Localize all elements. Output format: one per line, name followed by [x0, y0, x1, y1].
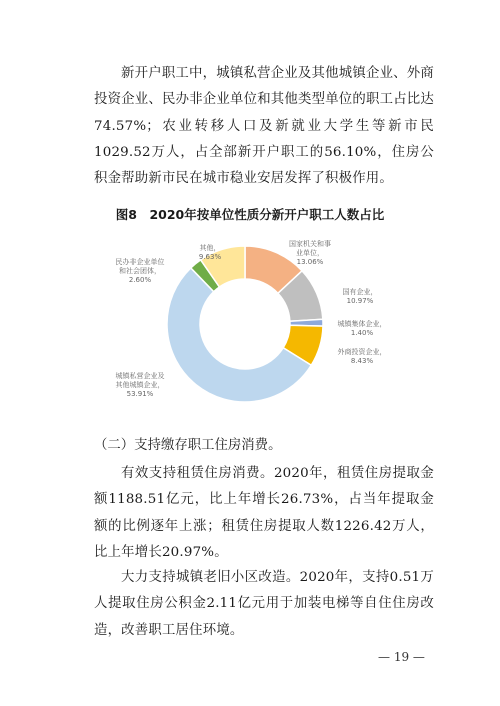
paragraph-new-accounts: 新开户职工中，城镇私营企业及其他城镇企业、外商投资企业、民办非企业单位和其他类型单位的职工占比达74.57%；农业转移人口及新就业大学生等新市民1029.52万人，占全部新开户职工的56.10%，住房公积金帮助新市民在城市稳业安居发挥了积极作用。	[94, 66, 434, 187]
slice-label: 外商投资企业， 8.43%	[337, 348, 387, 365]
slice-label: 民办非企业单位和社会团体， 2.60%	[115, 258, 165, 284]
figure-title: 图8 2020年按单位性质分新开户职工人数占比	[115, 207, 385, 222]
paragraph-rental-consumption: 有效支持租赁住房消费。2020年，租赁住房提取金额1188.51亿元，比上年增长26.73%，占当年提取金额的比例逐年上涨；租赁住房提取人数1226.42万人，比上年增长20.97%。	[94, 466, 434, 560]
slice-label: 国家机关和事业单位， 13.06%	[289, 240, 331, 266]
slice-label: 城镇集体企业， 1.40%	[337, 320, 387, 337]
slice-label: 城镇私营企业及其他城镇企业， 53.91%	[115, 372, 165, 398]
page-number: — 19 —	[378, 650, 425, 664]
section-heading: （二）支持缴存职工住房消费。	[94, 438, 282, 453]
donut-chart	[100, 226, 420, 416]
paragraph-old-community-renovation: 大力支持城镇老旧小区改造。2020年，支持0.51万人提取住房公积金2.11亿元用于加装电梯等自住住房改造，改善职工居住环境。	[94, 570, 434, 638]
slice-label: 其他， 9.63%	[198, 244, 222, 261]
slice-label: 国有企业， 10.97%	[342, 288, 378, 305]
